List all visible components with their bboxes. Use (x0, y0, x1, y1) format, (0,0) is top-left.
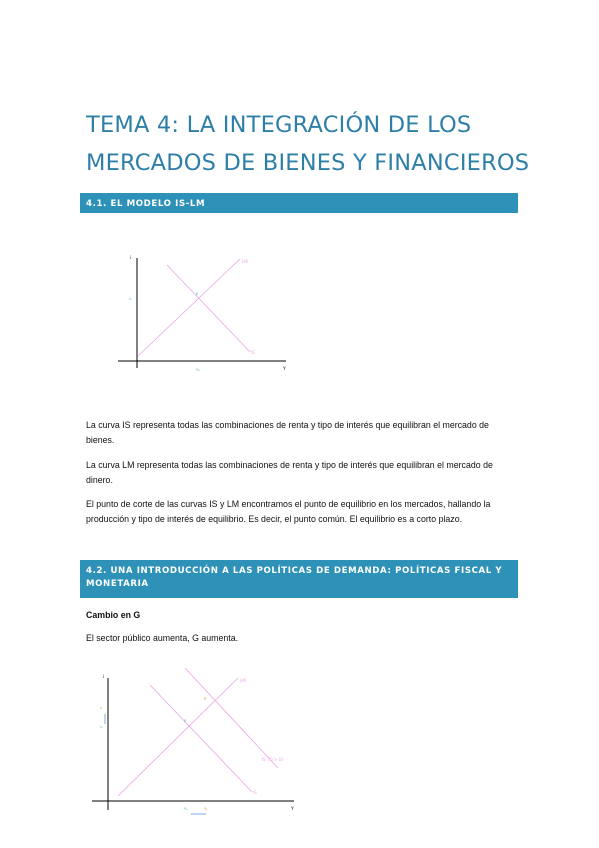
is-lm-graph (110, 250, 300, 375)
section-heading-policies: 4.2. UNA INTRODUCCIÓN A LAS POLÍTICAS DE DEMANDA: POLÍTICAS FISCAL Y MONETARIA (80, 560, 518, 598)
interest-new-label: i₁ (100, 706, 103, 710)
income-eq-label: Y₀ (184, 807, 188, 811)
equilibrium-new-label: E' (204, 697, 208, 701)
is-lm-shift-graph (88, 668, 308, 820)
equilibrium-label: E (184, 719, 187, 723)
lm-curve (138, 259, 240, 356)
section-heading-is-lm: 4.1. EL MODELO IS-LM (80, 193, 518, 213)
is-label: IS (253, 790, 257, 795)
y-axis-label: i (130, 256, 132, 261)
paragraph-is-curve: La curva IS representa todas las combinaciones de renta y tipo de interés que equilibran el mercado de bienes. (86, 420, 489, 445)
paragraph-equilibrium: El punto de corte de las curvas IS y LM encontramos el punto de equilibrio en los mercados, hallando la producción y tipo de interés de equilibrio. Es decir, el punto común. El equilibrio es a corto plazo. (86, 499, 491, 524)
x-axis-label: Y (283, 367, 286, 372)
subheading-change-g: Cambio en G (86, 610, 141, 620)
is-shifted-label: IS' (G'> G) (262, 757, 284, 762)
paragraph-public-sector: El sector público aumenta, G aumenta. (86, 633, 239, 643)
income-eq-label: Y₀ (196, 368, 200, 372)
is-label: IS (251, 350, 255, 355)
y-axis-label: i (103, 675, 105, 680)
lm-curve (118, 678, 238, 796)
lm-label: LM (240, 678, 246, 683)
paragraph-lm-curve: La curva LM representa todas las combinaciones de renta y tipo de interés que equilibran el mercado de dinero. (86, 460, 493, 485)
interest-eq-label: i₀ (129, 297, 132, 301)
equilibrium-label: E (196, 292, 199, 296)
interest-eq-label: i₀ (100, 725, 103, 729)
is-curve (167, 265, 250, 352)
lm-label: LM (242, 259, 248, 264)
income-new-label: Y₁ (204, 807, 208, 811)
is-curve (150, 685, 252, 792)
page-title: TEMA 4: LA INTEGRACIÓN DE LOS MERCADOS DE BIENES Y FINANCIEROS (86, 112, 530, 176)
x-axis-label: Y (291, 807, 294, 812)
is-shifted-curve (185, 668, 278, 768)
